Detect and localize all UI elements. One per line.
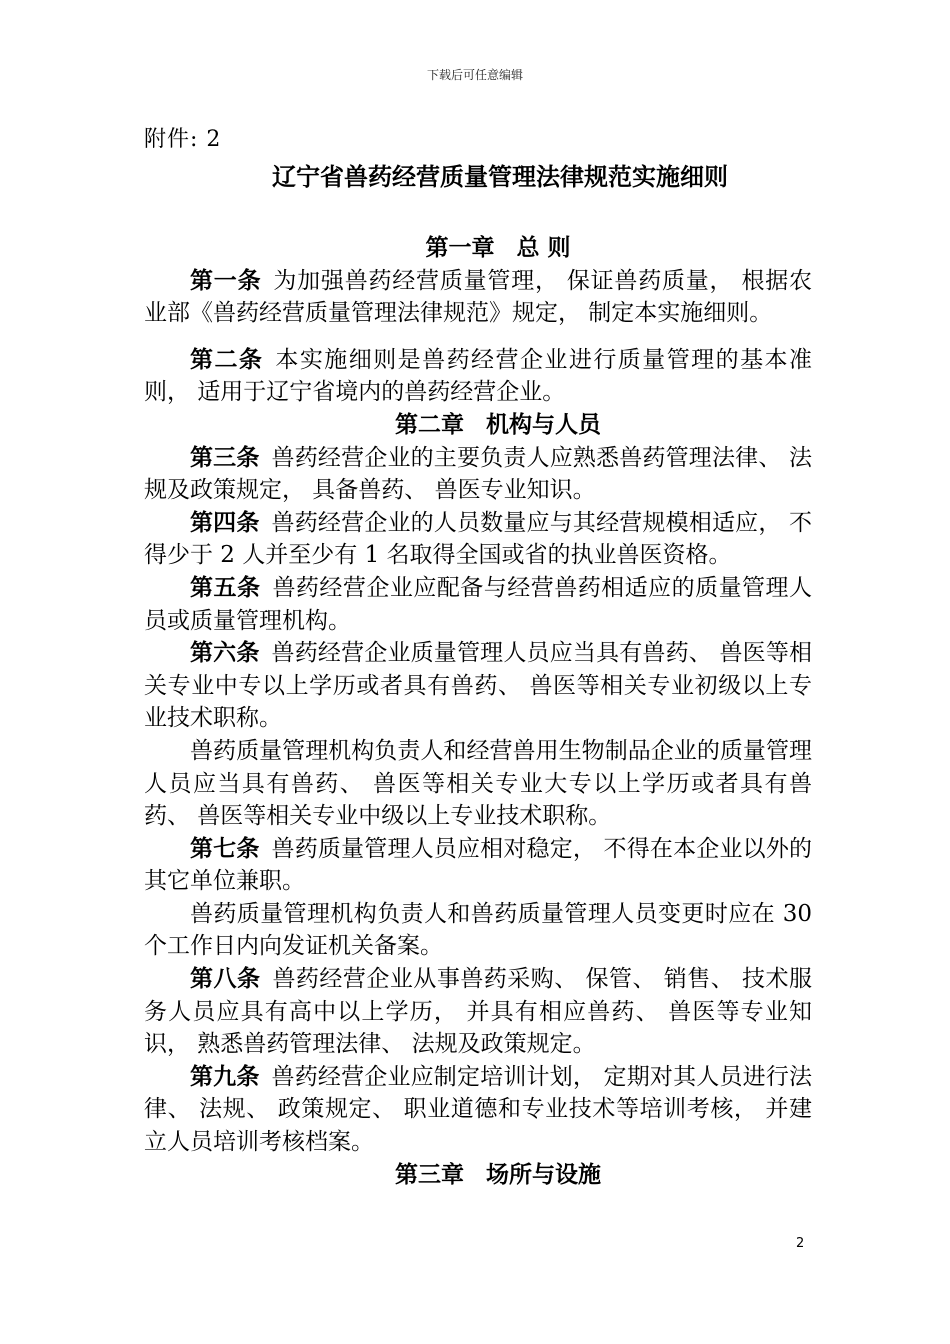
article (144, 442, 812, 507)
page-number: 2 (796, 1236, 805, 1251)
article (144, 637, 812, 735)
article-text: 兽药经营企业的主要负责人应熟悉兽药管理法律、 法规及政策规定， 具备兽药、 兽医专业知识。 (144, 444, 813, 504)
article-label: 第一条 (190, 267, 262, 294)
article-text: 兽药经营企业的人员数量应与其经营规模相适应， 不得少于 2 人并至少有 1 名取得全国或省的执业兽医资格。 (144, 509, 813, 569)
chapter-heading (144, 1159, 812, 1192)
article-text: 兽药质量管理机构负责人和经营兽用生物制品企业的质量管理人员应当具有兽药、 兽医等相关专业大专以上学历或者具有兽药、 兽医等相关专业中级以上专业技术职称。 (144, 737, 812, 830)
chapter-heading (144, 232, 812, 265)
chapter-number: 第一章 (425, 235, 495, 261)
article (144, 833, 812, 898)
article (144, 1061, 812, 1159)
article-continuation (144, 898, 812, 963)
article-label: 第六条 (190, 640, 260, 667)
article-label: 第八条 (190, 966, 261, 993)
article-label: 第四条 (190, 509, 260, 536)
chapter-name: 机构与人员 (486, 411, 601, 438)
article-label: 第五条 (190, 574, 261, 601)
article (144, 963, 812, 1061)
article-label: 第二条 (190, 346, 264, 373)
chapter-number: 第二章 (395, 411, 464, 438)
article (144, 265, 812, 330)
article (144, 572, 812, 637)
article-text: 兽药质量管理机构负责人和兽药质量管理人员变更时应在 30 个工作日内向发证机关备案。 (144, 900, 812, 960)
article-text: 兽药经营企业从事兽药采购、 保管、 销售、 技术服务人员应具有高中以上学历， 并具有相应兽药、 兽医等专业知识， 熟悉兽药管理法律、 法规及政策规定。 (144, 966, 812, 1058)
chapter-number: 第三章 (395, 1161, 464, 1188)
document-body (144, 232, 812, 1191)
header-note: 下载后可任意编辑 (426, 68, 523, 82)
article-label: 第三条 (190, 444, 260, 471)
article-label: 第七条 (190, 835, 260, 862)
attachment-label: 附件: 2 (144, 127, 222, 152)
chapter-name: 场所与设施 (486, 1161, 601, 1188)
article (144, 507, 812, 572)
article-text: 为加强兽药经营质量管理， 保证兽药质量， 根据农业部《兽药经营质量管理法律规范》规定， 制定本实施细则。 (144, 267, 813, 327)
chapter-heading (144, 409, 812, 442)
article-continuation (144, 735, 812, 833)
article (144, 344, 812, 409)
article-text: 本实施细则是兽药经营企业进行质量管理的基本准则， 适用于辽宁省境内的兽药经营企业。 (144, 346, 812, 406)
article-text: 兽药经营企业应配备与经营兽药相适应的质量管理人员或质量管理机构。 (144, 574, 813, 634)
chapter-name: 总 则 (516, 235, 571, 261)
document-title: 辽宁省兽药经营质量管理法律规范实施细则 (272, 163, 728, 191)
article-text: 兽药经营企业质量管理人员应当具有兽药、 兽医等相关专业中专以上学历或者具有兽药、 兽医等相关专业初级以上专业技术职称。 (144, 640, 813, 732)
article-label: 第九条 (190, 1063, 260, 1090)
article-text: 兽药质量管理人员应相对稳定， 不得在本企业以外的其它单位兼职。 (144, 835, 813, 895)
article-text: 兽药经营企业应制定培训计划， 定期对其人员进行法律、 法规、 政策规定、 职业道德和专业技术等培训考核， 并建立人员培训考核档案。 (144, 1063, 813, 1156)
